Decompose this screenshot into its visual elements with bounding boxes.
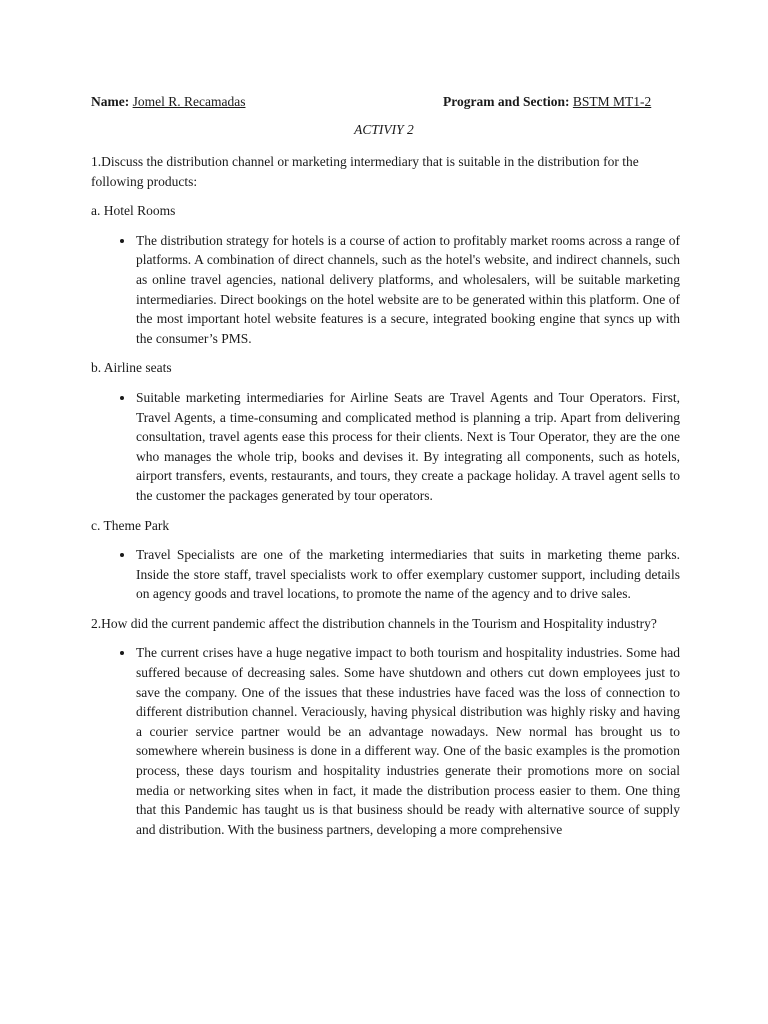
name-label: Name: (91, 94, 130, 109)
item-c-list (91, 545, 680, 604)
item-b-label: b. Airline seats (91, 360, 172, 376)
program-value: BSTM MT1-2 (572, 94, 652, 109)
item-a-list (91, 231, 680, 349)
item-c-label: c. Theme Park (91, 517, 170, 533)
question-2-answer: • The current crises have a huge negative impact to both tourism and hospitality industries. Some had suffered because of decreasing sales. Some have shutdown and others cut down employees just to save the company. One of the issues that these industries have faced was the loss of connection to different distribution channel. Veraciously, having physical distribution was highly risky and having a courier service partner would be an advantage nowadays. New normal has brought us to somewhere wherein business is done in a different way. One of the basic examples is the promotion process, these days tourism and hospitality industries generate their promotions more on social media or networking sites when in fact, it made the distribution process easier to them. One thing that this Pandemic has taught us is that business should be ready with alternative source of supply and distribution. With the business partners, developing a more comprehensive (135, 643, 680, 839)
question-1: 1.Discuss the distribution channel or marketing intermediary that is suitable in the distribution for the following products: (91, 154, 639, 189)
question-2-list (91, 643, 680, 839)
item-b-answer: • Suitable marketing intermediaries for Airline Seats are Travel Agents and Tour Operators. First, Travel Agents, a time-consuming and complicated method is planning a trip. Apart from delivering consultation, travel agents ease this process for their clients. Next is Tour Operator, they are the one who manages the whole trip, books and devises it. By integrating all components, such as hotels, airport transfers, events, restaurants, and tours, they create a package holiday. A travel agent sells to the customer the packages generated by tour operators. (135, 388, 680, 506)
item-a-label: a. Hotel Rooms (91, 203, 176, 219)
name-value: Jomel R. Recamadas (132, 94, 246, 109)
document-body (91, 152, 680, 849)
question-2: 2.How did the current pandemic affect the distribution channels in the Tourism and Hospitality industry? (91, 615, 657, 631)
item-c-answer: • Travel Specialists are one of the marketing intermediaries that suits in marketing theme parks. Inside the store staff, travel specialists work to offer exemplary customer support, including details on agency goods and travel locations, to promote the name of the agency and to drive sales. (135, 545, 680, 604)
header (91, 94, 688, 114)
program-field (443, 94, 651, 110)
item-b-list (91, 388, 680, 506)
program-label: Program and Section: (443, 94, 570, 109)
item-a-answer: • The distribution strategy for hotels is a course of action to profitably market rooms across a range of platforms. A combination of direct channels, such as the hotel's website, and indirect channels, such as online travel agencies, national delivery platforms, and wholesalers, will be suitable marketing intermediaries. Direct bookings on the hotel website are to be generated within this platform. One of the most important hotel website features is a secure, integrated booking engine that syncs up with the consumer’s PMS. (135, 231, 680, 349)
name-field (91, 94, 245, 110)
activity-title: ACTIVIY 2 (354, 122, 414, 137)
